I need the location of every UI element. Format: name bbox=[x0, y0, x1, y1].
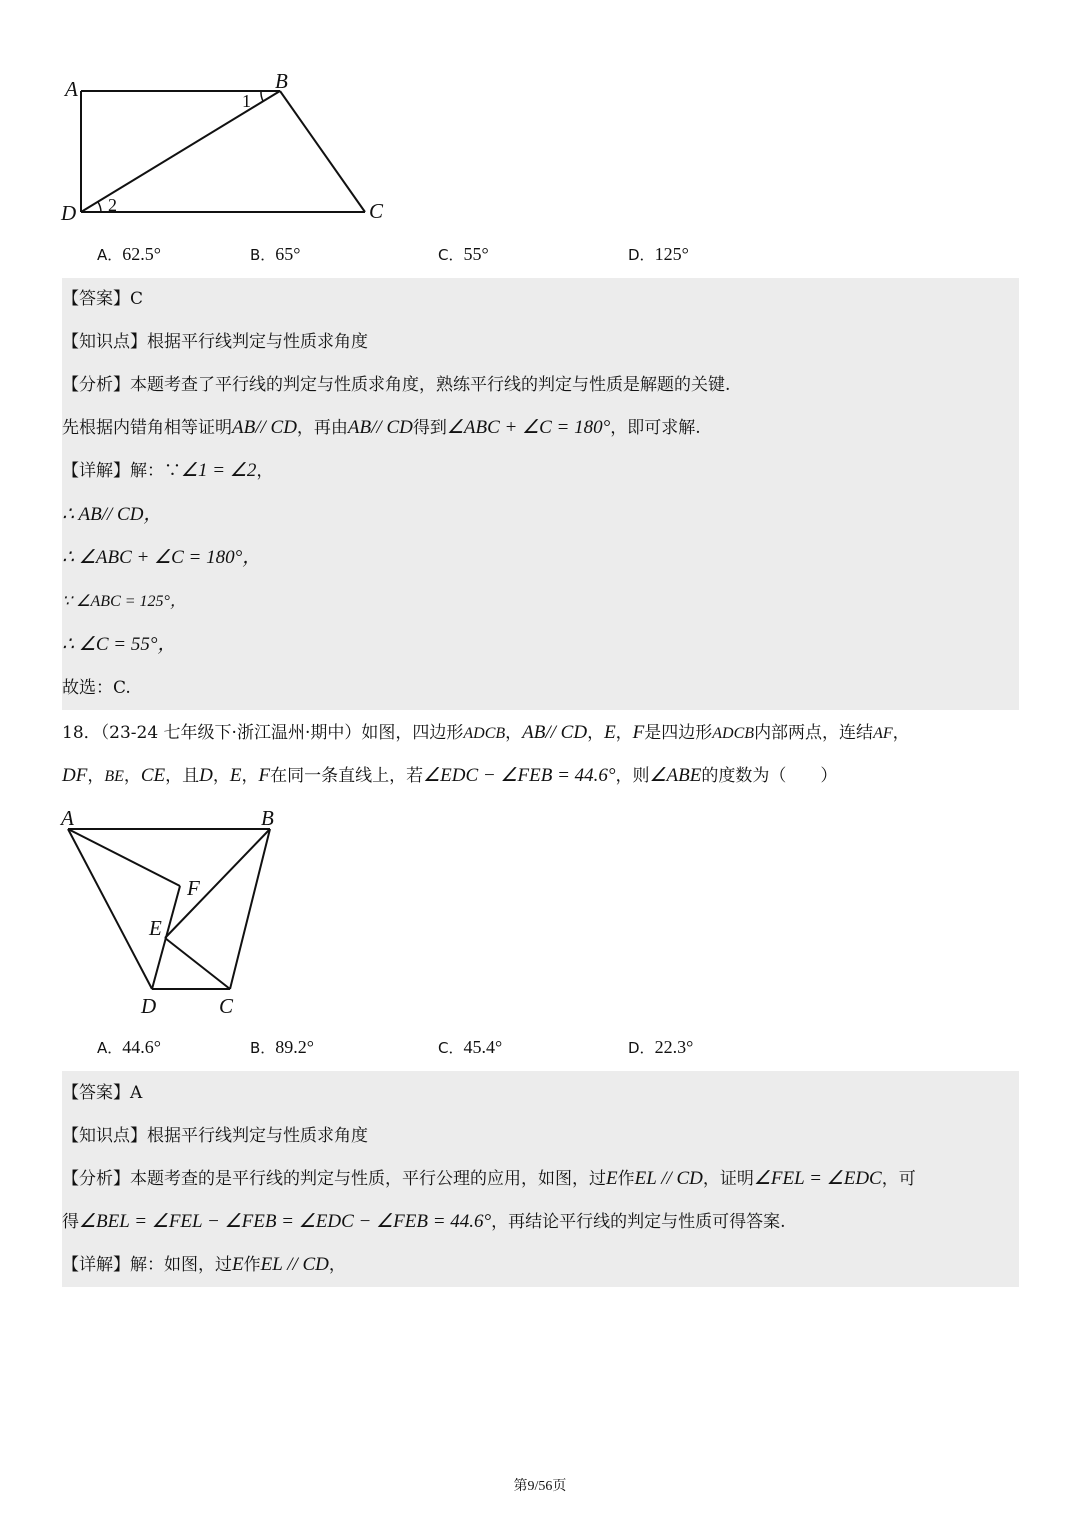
detail-line: 【详解】解：∵∠1 = ∠2， bbox=[62, 460, 274, 481]
analysis-line-2: 先根据内错角相等证明AB// CD，再由AB// CD得到∠ABC + ∠C = 180°，即可求解. bbox=[62, 417, 701, 438]
knowledge-line: 【知识点】根据平行线判定与性质求角度 bbox=[62, 332, 368, 352]
step-line-3: ∵ ∠ABC = 125°， bbox=[62, 593, 186, 610]
q17-solution-box bbox=[62, 278, 1019, 710]
segment-bc bbox=[280, 91, 365, 212]
q18-question-line-1: 18．（23-24 七年级下·浙江温州·期中）如图，四边形ADCB，AB// CD，E，F是四边形ADCB内部两点，连结AF， bbox=[62, 722, 910, 743]
label-angle-2: 2 bbox=[108, 195, 117, 215]
q18-choice-b[interactable]: B．89.2° bbox=[250, 1037, 314, 1057]
figure-q17-quadrilateral bbox=[55, 68, 395, 228]
step-line-2: ∴ ∠ABC + ∠C = 180°， bbox=[62, 547, 262, 568]
segment-ce bbox=[165, 938, 230, 989]
q18-choices bbox=[97, 1037, 797, 1067]
knowledge-line: 【知识点】根据平行线判定与性质求角度 bbox=[62, 1126, 368, 1146]
conclusion-line: 故选：C. bbox=[62, 678, 131, 698]
label-d: D bbox=[61, 201, 77, 225]
detail-line: 【详解】解：如图，过E作EL // CD， bbox=[62, 1254, 346, 1275]
label-b: B bbox=[261, 806, 274, 830]
label-angle-1: 1 bbox=[242, 91, 251, 111]
q17-choice-d[interactable]: D．125° bbox=[628, 244, 689, 264]
label-e: E bbox=[149, 916, 162, 940]
answer-line: 【答案】C bbox=[62, 289, 144, 309]
step-line-1: ∴ AB// CD， bbox=[62, 504, 163, 525]
q17-choice-c[interactable]: C．55° bbox=[438, 244, 489, 264]
q18-solution-box bbox=[62, 1071, 1019, 1287]
q17-choice-a[interactable]: A．62.5° bbox=[97, 244, 161, 264]
q18-choice-d[interactable]: D．22.3° bbox=[628, 1037, 694, 1057]
label-a: A bbox=[61, 806, 74, 830]
q17-choices bbox=[97, 244, 797, 274]
segment-be bbox=[165, 829, 270, 938]
label-d: D bbox=[141, 994, 157, 1018]
q18-choice-c[interactable]: C．45.4° bbox=[438, 1037, 503, 1057]
label-a: A bbox=[65, 77, 78, 101]
analysis-line-1: 【分析】本题考查的是平行线的判定与性质，平行公理的应用，如图，过E作EL // CD，证明∠FEL = ∠EDC，可 bbox=[62, 1168, 916, 1189]
analysis-line-2: 得∠BEL = ∠FEL − ∠FEB = ∠EDC − ∠FEB = 44.6°，再结论平行线的判定与性质可得答案. bbox=[62, 1211, 786, 1232]
q18-question-line-2: DF，BE，CE，且D，E，F在同一条直线上，若∠EDC − ∠FEB = 44.6°，则∠ABE的度数为（ ） bbox=[62, 765, 838, 786]
analysis-line-1: 【分析】本题考查了平行线的判定与性质求角度，熟练平行线的判定与性质是解题的关键. bbox=[62, 375, 731, 395]
segment-ad bbox=[68, 829, 152, 989]
answer-line: 【答案】A bbox=[62, 1083, 143, 1103]
angle-arc-1 bbox=[261, 91, 263, 101]
segment-bc bbox=[230, 829, 270, 989]
label-c: C bbox=[219, 994, 234, 1018]
label-f: F bbox=[187, 876, 200, 900]
page-number: 第9/56页 bbox=[513, 1479, 567, 1494]
q18-choice-a[interactable]: A．44.6° bbox=[97, 1037, 161, 1057]
label-b: B bbox=[275, 69, 288, 93]
step-line-4: ∴ ∠C = 55°， bbox=[62, 634, 177, 655]
figure-q18-quadrilateral bbox=[55, 805, 295, 1020]
segment-af bbox=[68, 829, 180, 886]
angle-arc-2 bbox=[98, 202, 101, 212]
label-c: C bbox=[369, 199, 384, 223]
q17-choice-b[interactable]: B．65° bbox=[250, 244, 301, 264]
